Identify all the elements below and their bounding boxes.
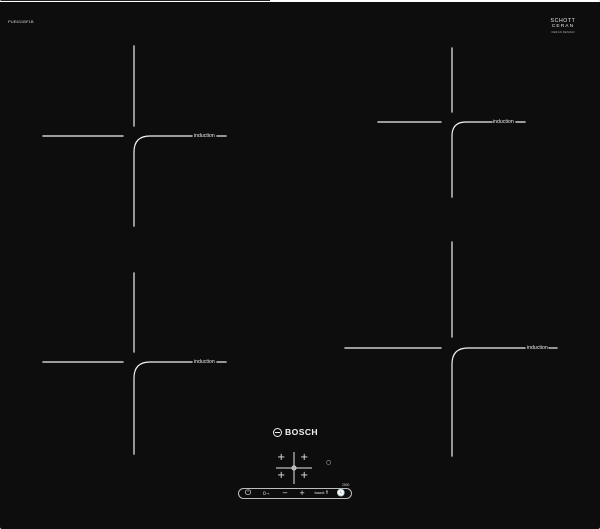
ceran-logo-text: CERAN bbox=[551, 24, 575, 29]
power-button[interactable]: ⏻ bbox=[244, 488, 252, 497]
zone-label-top-right: induction bbox=[493, 119, 514, 125]
schott-logo-text: SCHOTT bbox=[550, 18, 576, 24]
minus-button[interactable]: − bbox=[282, 489, 288, 497]
zone-select-front-left-button[interactable]: + bbox=[277, 470, 286, 481]
timer-button[interactable]: 🕓 bbox=[336, 489, 346, 497]
plus-button[interactable]: + bbox=[299, 489, 305, 497]
boost-button[interactable]: ⇑ bbox=[324, 490, 330, 496]
zone-select-front-right-button[interactable]: + bbox=[300, 470, 309, 481]
boost-label: boost bbox=[314, 491, 325, 495]
brand-name: BOSCH bbox=[285, 427, 319, 437]
zone-select-rear-left-button[interactable]: + bbox=[277, 452, 286, 463]
model-number: PUE611BF1B bbox=[8, 19, 34, 24]
zone-label-bottom-right: induction bbox=[527, 345, 548, 351]
zone-label-top-left: induction bbox=[194, 133, 215, 139]
child-lock-button[interactable]: O⊸ bbox=[262, 491, 270, 496]
zone-label-bottom-left: induction bbox=[194, 359, 215, 365]
indicator-light-icon: ○ bbox=[326, 459, 332, 466]
power-badge: 2000 bbox=[342, 483, 350, 487]
zone-select-rear-right-button[interactable]: + bbox=[300, 452, 309, 463]
ceran-design-text: CERAN DESIGN bbox=[551, 31, 575, 34]
control-strip bbox=[238, 488, 352, 499]
